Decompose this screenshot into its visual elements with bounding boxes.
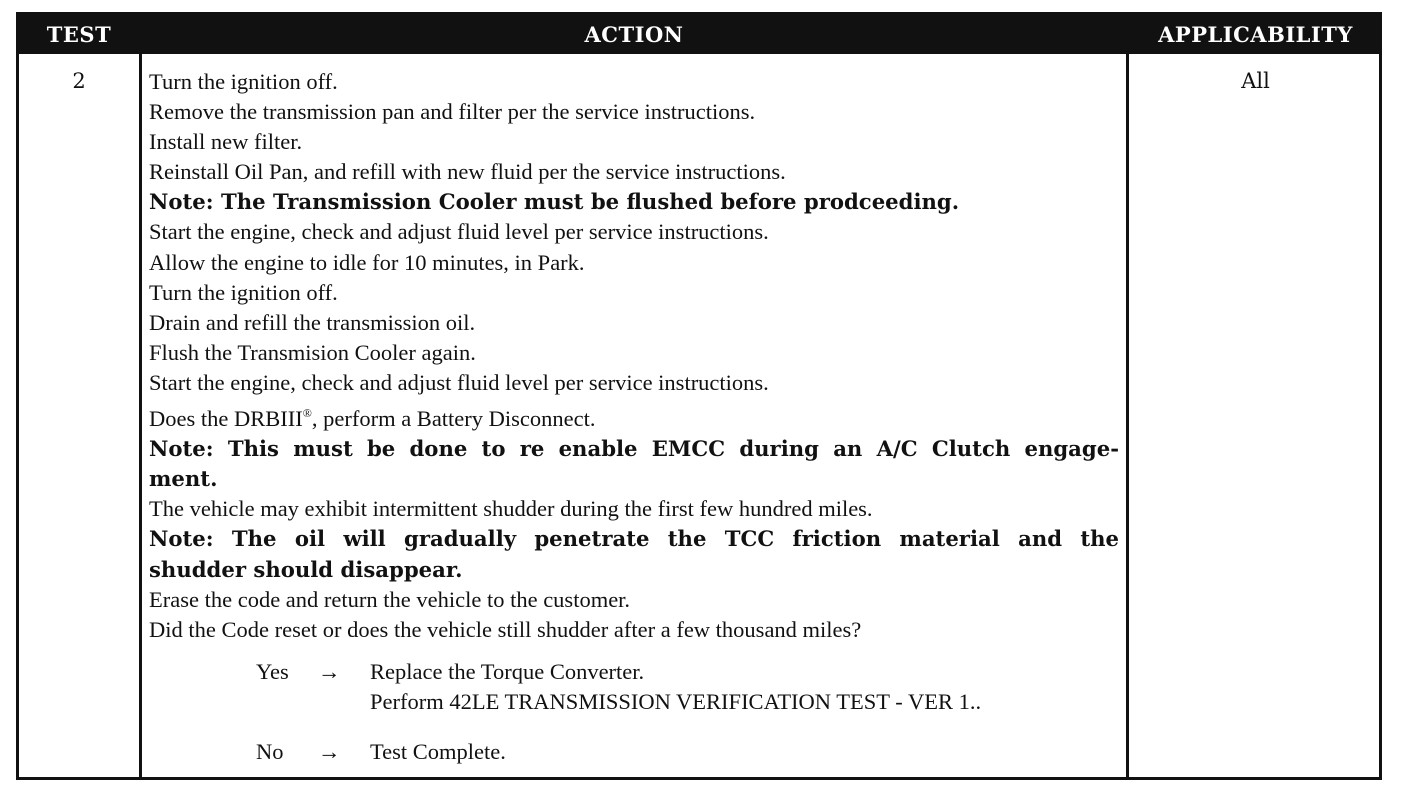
- outcome-no-key: No: [256, 739, 284, 764]
- applicability-value: All: [1241, 69, 1270, 93]
- action-cell: [149, 67, 1119, 645]
- action-line: Turn the ignition off.: [149, 279, 338, 305]
- action-line: Reinstall Oil Pan, and refill with new fluid per the service instructions.: [149, 159, 786, 185]
- note-line-cont: shudder should disappear.: [149, 556, 463, 582]
- action-line: [149, 398, 1119, 434]
- outcome-yes-line1: Replace the Torque Converter.: [370, 659, 645, 684]
- action-line: Allow the engine to idle for 10 minutes, in Park.: [149, 249, 585, 275]
- question-line: Did the Code reset or does the vehicle still shudder after a few thousand miles?: [149, 616, 862, 642]
- outcome-yes-line2: Perform 42LE TRANSMISSION VERIFICATION TEST - VER 1..: [370, 689, 982, 714]
- outcome-yes-result: [370, 657, 981, 717]
- table-header: [19, 15, 1379, 54]
- note-line-cont: ment.: [149, 466, 218, 492]
- test-number: 2: [72, 69, 86, 93]
- column-divider-left: [139, 15, 142, 777]
- outcome-no-result: Test Complete.: [370, 739, 506, 764]
- note-line: Note: The Transmission Cooler must be flushed before prodceeding.: [149, 189, 960, 215]
- action-line: Flush the Transmision Cooler again.: [149, 339, 476, 365]
- header-action: ACTION: [584, 22, 684, 47]
- diagnostic-table: [16, 12, 1382, 780]
- action-line: The vehicle may exhibit intermittent shudder during the first few hundred miles.: [149, 496, 873, 522]
- header-applicability: APPLICABILITY: [1158, 22, 1353, 47]
- action-line: Install new filter.: [149, 129, 303, 155]
- action-line: Drain and refill the transmission oil.: [149, 309, 476, 335]
- header-test: TEST: [46, 22, 112, 47]
- drb-text: Does the DRBIII: [149, 406, 303, 432]
- note-line: Note: This must be done to re enable EMCC during an A/C Clutch engage-: [149, 436, 1119, 462]
- action-line: Start the engine, check and adjust fluid level per service instructions.: [149, 369, 769, 395]
- action-line: Turn the ignition off.: [149, 69, 338, 94]
- column-divider-right: [1126, 15, 1129, 777]
- action-line: Erase the code and return the vehicle to the customer.: [149, 586, 631, 612]
- outcome-yes-key: Yes: [256, 659, 289, 684]
- registered-mark: ®: [302, 406, 312, 421]
- action-line: Start the engine, check and adjust fluid level per service instructions.: [149, 219, 769, 245]
- arrow-icon: →: [318, 739, 341, 764]
- action-line: Remove the transmission pan and filter per the service instructions.: [149, 99, 756, 125]
- drb-text-rest: , perform a Battery Disconnect.: [311, 406, 596, 432]
- arrow-icon: →: [318, 659, 341, 684]
- note-line: Note: The oil will gradually penetrate the TCC friction material and the: [149, 526, 1119, 552]
